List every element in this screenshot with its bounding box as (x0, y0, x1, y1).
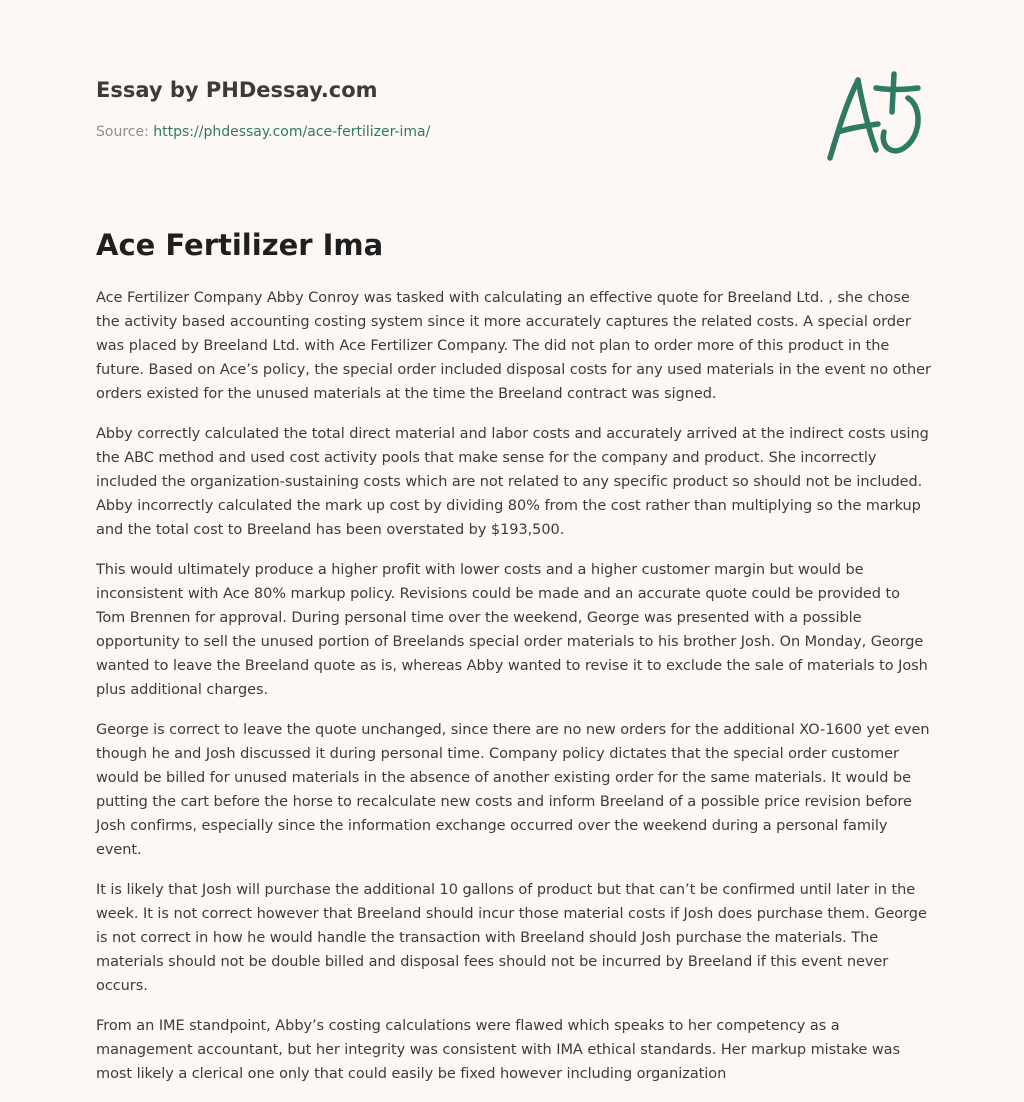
paragraph: This would ultimately produce a higher profit with lower costs and a higher customer margin but would be inconsistent with Ace 80% markup policy. Revisions could be made and an accurate quote could be provided to Tom Brennen for approval. During personal time over the weekend, George was presented with a possible opportunity to sell the unused portion of Breelands special order materials to his brother Josh. On Monday, George wanted to leave the Breeland quote as is, whereas Abby wanted to revise it to exclude the sale of materials to Josh plus additional charges. (96, 562, 928, 698)
paragraph: George is correct to leave the quote unchanged, since there are no new orders for the additional XO-1600 yet even though he and Josh discussed it during personal time. Company policy dictates that the special order customer would be billed for unused materials in the absence of another existing order for the same materials. It would be putting the cart before the horse to recalculate new costs and inform Breeland of a possible price revision before Josh confirms, especially since the information exchange occurred over the weekend during a personal family event. (96, 722, 930, 858)
essay-body (96, 286, 932, 1102)
source-line (96, 122, 796, 142)
a-plus-logo (818, 66, 930, 166)
essay-title: Ace Fertilizer Ima (96, 228, 384, 262)
paragraph: From an IME standpoint, Abby’s costing calculations were flawed which speaks to her competency as a management accountant, but her integrity was consistent with IMA ethical standards. Her markup mistake was most likely a clerical one only that could easily be fixed however including organization (96, 1018, 901, 1082)
source-label: Source: (96, 124, 149, 140)
source-link[interactable]: https://phdessay.com/ace-fertilizer-ima/ (153, 124, 431, 140)
essay-header (96, 76, 796, 142)
paragraph: Abby correctly calculated the total direct material and labor costs and accurately arrived at the indirect costs using the ABC method and used cost activity pools that make sense for the company and product. She incorrectly included the organization-sustaining costs which are not related to any specific product so should not be included. Abby incorrectly calculated the mark up cost by dividing 80% from the cost rather than multiplying so the markup and the total cost to Breeland has been overstated by $193,500. (96, 426, 929, 538)
paragraph: It is likely that Josh will purchase the additional 10 gallons of product but that can’t be confirmed until later in the week. It is not correct however that Breeland should incur those material costs if Josh does purchase them. George is not correct in how he would handle the transaction with Breeland should Josh purchase the materials. The materials should not be double billed and disposal fees should not be incurred by Breeland if this event never occurs. (96, 882, 927, 994)
site-brand: Essay by PHDessay.com (96, 78, 378, 102)
paragraph: Ace Fertilizer Company Abby Conroy was tasked with calculating an effective quote for Breeland Ltd. , she chose the activity based accounting costing system since it more accurately captures the related costs. A special order was placed by Breeland Ltd. with Ace Fertilizer Company. The did not plan to order more of this product in the future. Based on Ace’s policy, the special order included disposal costs for any used materials in the event no other orders existed for the unused materials at the time the Breeland contract was signed. (96, 290, 931, 402)
